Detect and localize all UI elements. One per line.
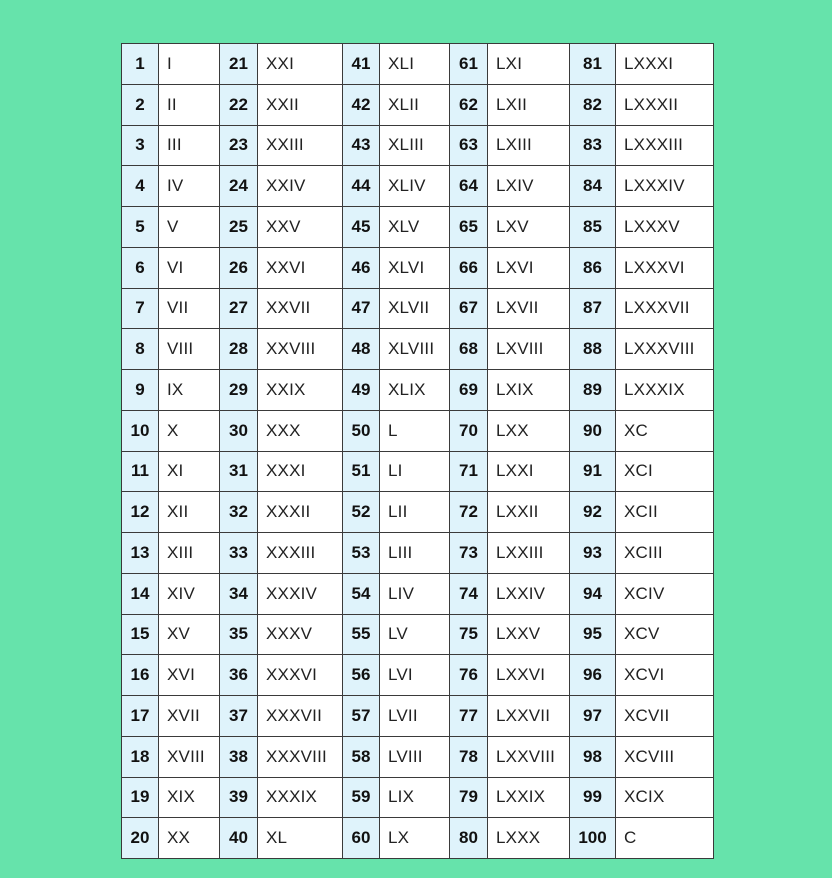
arabic-number-cell: 75	[450, 614, 488, 655]
arabic-number-cell: 28	[220, 329, 258, 370]
arabic-number-cell: 32	[220, 492, 258, 533]
roman-numeral-cell: XCIV	[616, 573, 714, 614]
table-row	[122, 696, 714, 737]
table-row	[122, 818, 714, 859]
table-row	[122, 44, 714, 85]
arabic-number-cell: 96	[570, 655, 616, 696]
roman-numeral-cell: LXXXVI	[616, 247, 714, 288]
roman-numeral-cell: LXXVII	[488, 696, 570, 737]
roman-numeral-cell: XXXVII	[258, 696, 343, 737]
roman-numeral-cell: XXI	[258, 44, 343, 85]
arabic-number-cell: 54	[343, 573, 380, 614]
arabic-number-cell: 37	[220, 696, 258, 737]
roman-numeral-cell: LXXXVII	[616, 288, 714, 329]
roman-numeral-cell: XXVII	[258, 288, 343, 329]
arabic-number-cell: 64	[450, 166, 488, 207]
arabic-number-cell: 25	[220, 207, 258, 248]
arabic-number-cell: 18	[122, 736, 159, 777]
arabic-number-cell: 85	[570, 207, 616, 248]
arabic-number-cell: 19	[122, 777, 159, 818]
roman-numeral-cell: XLIX	[380, 370, 450, 411]
table-row	[122, 84, 714, 125]
table-row	[122, 166, 714, 207]
arabic-number-cell: 92	[570, 492, 616, 533]
arabic-number-cell: 43	[343, 125, 380, 166]
roman-numeral-cell: XCVII	[616, 696, 714, 737]
roman-numeral-cell: LXVI	[488, 247, 570, 288]
roman-numeral-cell: LXXIV	[488, 573, 570, 614]
roman-numeral-cell: XIV	[159, 573, 220, 614]
arabic-number-cell: 48	[343, 329, 380, 370]
roman-numeral-cell: LII	[380, 492, 450, 533]
roman-numeral-cell: LXXV	[488, 614, 570, 655]
arabic-number-cell: 70	[450, 410, 488, 451]
arabic-number-cell: 24	[220, 166, 258, 207]
table-row	[122, 125, 714, 166]
table-row	[122, 533, 714, 574]
arabic-number-cell: 47	[343, 288, 380, 329]
arabic-number-cell: 10	[122, 410, 159, 451]
arabic-number-cell: 21	[220, 44, 258, 85]
arabic-number-cell: 57	[343, 696, 380, 737]
roman-numeral-cell: XCVI	[616, 655, 714, 696]
roman-numeral-cell: LXXXI	[616, 44, 714, 85]
roman-numeral-cell: XLIV	[380, 166, 450, 207]
roman-numeral-cell: XXXV	[258, 614, 343, 655]
roman-numeral-cell: XXXVIII	[258, 736, 343, 777]
arabic-number-cell: 86	[570, 247, 616, 288]
roman-numeral-cell: LX	[380, 818, 450, 859]
arabic-number-cell: 83	[570, 125, 616, 166]
arabic-number-cell: 6	[122, 247, 159, 288]
arabic-number-cell: 1	[122, 44, 159, 85]
table-row	[122, 614, 714, 655]
roman-numeral-cell: LIV	[380, 573, 450, 614]
arabic-number-cell: 15	[122, 614, 159, 655]
roman-numeral-cell: XV	[159, 614, 220, 655]
roman-numeral-cell: LXXII	[488, 492, 570, 533]
arabic-number-cell: 95	[570, 614, 616, 655]
roman-numeral-cell: XXIII	[258, 125, 343, 166]
table-row	[122, 288, 714, 329]
arabic-number-cell: 39	[220, 777, 258, 818]
roman-numeral-cell: LXXXV	[616, 207, 714, 248]
roman-numeral-cell: XVII	[159, 696, 220, 737]
roman-numeral-cell: LI	[380, 451, 450, 492]
arabic-number-cell: 2	[122, 84, 159, 125]
table-row	[122, 451, 714, 492]
arabic-number-cell: 16	[122, 655, 159, 696]
arabic-number-cell: 79	[450, 777, 488, 818]
roman-numeral-cell: XXX	[258, 410, 343, 451]
roman-numeral-cell: LXI	[488, 44, 570, 85]
arabic-number-cell: 30	[220, 410, 258, 451]
roman-numeral-cell: LXXXIX	[616, 370, 714, 411]
roman-numeral-cell: LXXXIII	[616, 125, 714, 166]
roman-numeral-cell: LXXVIII	[488, 736, 570, 777]
roman-numeral-cell: XXXIX	[258, 777, 343, 818]
roman-numeral-cell: IX	[159, 370, 220, 411]
roman-numeral-cell: XLV	[380, 207, 450, 248]
roman-numeral-cell: XXIX	[258, 370, 343, 411]
roman-numeral-cell: XXIV	[258, 166, 343, 207]
roman-numeral-cell: XLVII	[380, 288, 450, 329]
roman-numeral-cell: LXXVI	[488, 655, 570, 696]
roman-numeral-cell: LXXXVIII	[616, 329, 714, 370]
arabic-number-cell: 17	[122, 696, 159, 737]
arabic-number-cell: 14	[122, 573, 159, 614]
arabic-number-cell: 50	[343, 410, 380, 451]
arabic-number-cell: 5	[122, 207, 159, 248]
arabic-number-cell: 76	[450, 655, 488, 696]
arabic-number-cell: 27	[220, 288, 258, 329]
roman-numeral-cell: XVI	[159, 655, 220, 696]
roman-numeral-cell: III	[159, 125, 220, 166]
arabic-number-cell: 81	[570, 44, 616, 85]
roman-numeral-cell: XLI	[380, 44, 450, 85]
arabic-number-cell: 23	[220, 125, 258, 166]
arabic-number-cell: 82	[570, 84, 616, 125]
roman-numeral-cell: XXXVI	[258, 655, 343, 696]
arabic-number-cell: 12	[122, 492, 159, 533]
roman-numeral-cell: I	[159, 44, 220, 85]
arabic-number-cell: 93	[570, 533, 616, 574]
arabic-number-cell: 38	[220, 736, 258, 777]
roman-numeral-cell: LIII	[380, 533, 450, 574]
roman-numeral-cell: XCIX	[616, 777, 714, 818]
roman-numeral-cell: XI	[159, 451, 220, 492]
arabic-number-cell: 94	[570, 573, 616, 614]
arabic-number-cell: 55	[343, 614, 380, 655]
arabic-number-cell: 35	[220, 614, 258, 655]
roman-numeral-cell: LXXIX	[488, 777, 570, 818]
roman-numeral-cell: XXII	[258, 84, 343, 125]
arabic-number-cell: 3	[122, 125, 159, 166]
arabic-number-cell: 99	[570, 777, 616, 818]
arabic-number-cell: 63	[450, 125, 488, 166]
arabic-number-cell: 42	[343, 84, 380, 125]
arabic-number-cell: 65	[450, 207, 488, 248]
arabic-number-cell: 46	[343, 247, 380, 288]
roman-numeral-cell: XCVIII	[616, 736, 714, 777]
roman-numeral-cell: XLIII	[380, 125, 450, 166]
arabic-number-cell: 67	[450, 288, 488, 329]
arabic-number-cell: 77	[450, 696, 488, 737]
roman-numeral-cell: XLII	[380, 84, 450, 125]
roman-numeral-cell: VI	[159, 247, 220, 288]
roman-numeral-cell: LVIII	[380, 736, 450, 777]
roman-numeral-cell: XVIII	[159, 736, 220, 777]
arabic-number-cell: 91	[570, 451, 616, 492]
roman-numeral-cell: XXXIV	[258, 573, 343, 614]
arabic-number-cell: 45	[343, 207, 380, 248]
arabic-number-cell: 53	[343, 533, 380, 574]
roman-numeral-cell: II	[159, 84, 220, 125]
arabic-number-cell: 52	[343, 492, 380, 533]
roman-numeral-cell: LXIX	[488, 370, 570, 411]
roman-numeral-cell: VII	[159, 288, 220, 329]
arabic-number-cell: 31	[220, 451, 258, 492]
arabic-number-cell: 90	[570, 410, 616, 451]
table-body	[122, 44, 714, 859]
arabic-number-cell: 71	[450, 451, 488, 492]
arabic-number-cell: 88	[570, 329, 616, 370]
roman-numeral-cell: LVII	[380, 696, 450, 737]
arabic-number-cell: 84	[570, 166, 616, 207]
roman-numeral-cell: XCII	[616, 492, 714, 533]
arabic-number-cell: 97	[570, 696, 616, 737]
roman-numeral-cell: LXII	[488, 84, 570, 125]
arabic-number-cell: 51	[343, 451, 380, 492]
arabic-number-cell: 8	[122, 329, 159, 370]
roman-numeral-cell: XC	[616, 410, 714, 451]
arabic-number-cell: 7	[122, 288, 159, 329]
roman-numeral-cell: LXXX	[488, 818, 570, 859]
roman-numeral-table	[121, 43, 714, 859]
roman-numeral-cell: XCIII	[616, 533, 714, 574]
arabic-number-cell: 26	[220, 247, 258, 288]
arabic-number-cell: 22	[220, 84, 258, 125]
roman-numeral-cell: XXXIII	[258, 533, 343, 574]
roman-numeral-cell: XXXI	[258, 451, 343, 492]
roman-numeral-cell: XCI	[616, 451, 714, 492]
roman-numeral-cell: LXVIII	[488, 329, 570, 370]
roman-numeral-cell: XXXII	[258, 492, 343, 533]
arabic-number-cell: 58	[343, 736, 380, 777]
table-row	[122, 207, 714, 248]
arabic-number-cell: 20	[122, 818, 159, 859]
roman-numeral-cell: XII	[159, 492, 220, 533]
roman-numeral-cell: XXVIII	[258, 329, 343, 370]
roman-numeral-cell: XX	[159, 818, 220, 859]
arabic-number-cell: 74	[450, 573, 488, 614]
roman-numeral-cell: XXV	[258, 207, 343, 248]
arabic-number-cell: 98	[570, 736, 616, 777]
roman-numeral-cell: LXX	[488, 410, 570, 451]
roman-numeral-cell: XIII	[159, 533, 220, 574]
arabic-number-cell: 34	[220, 573, 258, 614]
table-row	[122, 329, 714, 370]
roman-numeral-cell: LXXXII	[616, 84, 714, 125]
table-row	[122, 573, 714, 614]
arabic-number-cell: 62	[450, 84, 488, 125]
arabic-number-cell: 36	[220, 655, 258, 696]
arabic-number-cell: 73	[450, 533, 488, 574]
arabic-number-cell: 60	[343, 818, 380, 859]
arabic-number-cell: 11	[122, 451, 159, 492]
arabic-number-cell: 59	[343, 777, 380, 818]
arabic-number-cell: 66	[450, 247, 488, 288]
arabic-number-cell: 89	[570, 370, 616, 411]
roman-numeral-cell: LXXI	[488, 451, 570, 492]
arabic-number-cell: 40	[220, 818, 258, 859]
roman-numeral-cell: V	[159, 207, 220, 248]
arabic-number-cell: 44	[343, 166, 380, 207]
arabic-number-cell: 33	[220, 533, 258, 574]
roman-numeral-cell: LXIII	[488, 125, 570, 166]
arabic-number-cell: 61	[450, 44, 488, 85]
arabic-number-cell: 80	[450, 818, 488, 859]
arabic-number-cell: 29	[220, 370, 258, 411]
arabic-number-cell: 100	[570, 818, 616, 859]
arabic-number-cell: 4	[122, 166, 159, 207]
roman-numeral-cell: XLVI	[380, 247, 450, 288]
roman-numeral-cell: IV	[159, 166, 220, 207]
roman-numeral-cell: LXVII	[488, 288, 570, 329]
arabic-number-cell: 69	[450, 370, 488, 411]
arabic-number-cell: 9	[122, 370, 159, 411]
table-row	[122, 736, 714, 777]
table-row	[122, 492, 714, 533]
arabic-number-cell: 56	[343, 655, 380, 696]
roman-numeral-cell: C	[616, 818, 714, 859]
roman-numeral-cell: L	[380, 410, 450, 451]
roman-numeral-cell: XL	[258, 818, 343, 859]
table-row	[122, 655, 714, 696]
roman-numeral-cell: X	[159, 410, 220, 451]
arabic-number-cell: 13	[122, 533, 159, 574]
arabic-number-cell: 72	[450, 492, 488, 533]
roman-numeral-cell: LIX	[380, 777, 450, 818]
roman-numeral-cell: XXVI	[258, 247, 343, 288]
table-row	[122, 410, 714, 451]
arabic-number-cell: 78	[450, 736, 488, 777]
table-row	[122, 370, 714, 411]
roman-numeral-cell: VIII	[159, 329, 220, 370]
roman-numeral-cell: LXIV	[488, 166, 570, 207]
roman-numeral-cell: XLVIII	[380, 329, 450, 370]
arabic-number-cell: 41	[343, 44, 380, 85]
table-row	[122, 777, 714, 818]
roman-numeral-cell: XIX	[159, 777, 220, 818]
arabic-number-cell: 49	[343, 370, 380, 411]
roman-numeral-cell: LXV	[488, 207, 570, 248]
roman-numeral-cell: LXXIII	[488, 533, 570, 574]
arabic-number-cell: 68	[450, 329, 488, 370]
arabic-number-cell: 87	[570, 288, 616, 329]
roman-numeral-cell: XCV	[616, 614, 714, 655]
roman-numeral-cell: LV	[380, 614, 450, 655]
roman-numeral-cell: LXXXIV	[616, 166, 714, 207]
roman-numeral-cell: LVI	[380, 655, 450, 696]
table-row	[122, 247, 714, 288]
